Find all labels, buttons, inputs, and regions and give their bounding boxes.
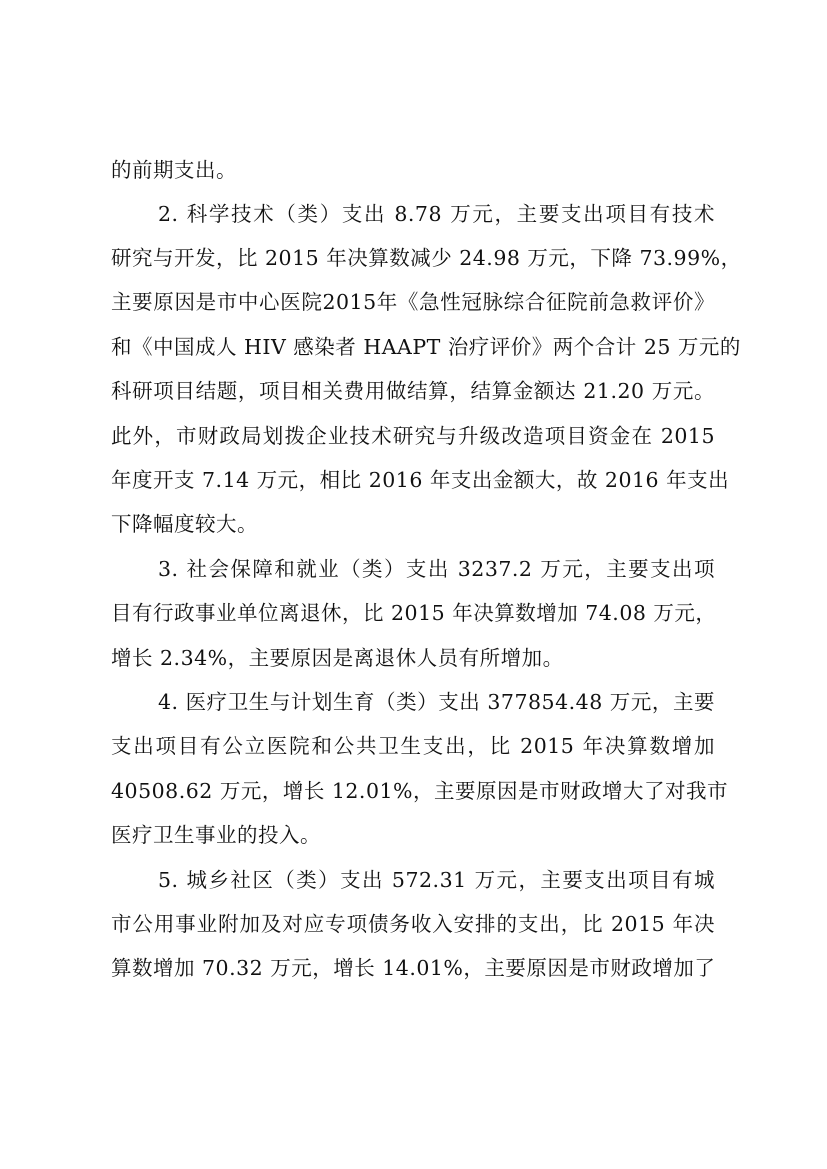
text-line: 2. 科学技术（类）支出 8.78 万元，主要支出项目有技术 — [158, 202, 715, 226]
text-line: 增长 2.34%，主要原因是离退休人员有所增加。 — [111, 646, 564, 670]
text-line: 下降幅度较大。 — [111, 512, 258, 536]
text-line: 此外，市财政局划拨企业技术研究与升级改造项目资金在 2015 — [111, 424, 715, 448]
text-line: 40508.62 万元，增长 12.01%，主要原因是市财政增大了对我市 — [111, 779, 729, 803]
text-line: 5. 城乡社区（类）支出 572.31 万元，主要支出项目有城 — [158, 868, 715, 892]
text-line: 年度开支 7.14 万元，相比 2016 年支出金额大，故 2016 年支出 — [111, 468, 730, 492]
text-line: 主要原因是市中心医院2015年《急性冠脉综合征院前急救评价》 — [111, 290, 715, 314]
text-line: 4. 医疗卫生与计划生育（类）支出 377854.48 万元，主要 — [158, 690, 715, 714]
text-line: 的前期支出。 — [111, 158, 237, 182]
text-line: 支出项目有公立医院和公共卫生支出，比 2015 年决算数增加 — [111, 734, 715, 758]
text-line: 医疗卫生事业的投入。 — [111, 823, 321, 847]
text-line: 算数增加 70.32 万元，增长 14.01%，主要原因是市财政增加了 — [111, 956, 716, 980]
text-line: 目有行政事业单位离退休，比 2015 年决算数增加 74.08 万元， — [111, 601, 717, 625]
text-line: 科研项目结题，项目相关费用做结算，结算金额达 21.20 万元。 — [111, 379, 715, 403]
text-line: 研究与开发，比 2015 年决算数减少 24.98 万元，下降 73.99%， — [111, 246, 742, 270]
text-line: 市公用事业附加及对应专项债务收入安排的支出，比 2015 年决 — [111, 912, 715, 936]
text-line: 和《中国成人 HIV 感染者 HAAPT 治疗评价》两个合计 25 万元的 — [111, 335, 741, 359]
text-line: 3. 社会保障和就业（类）支出 3237.2 万元，主要支出项 — [158, 557, 715, 581]
